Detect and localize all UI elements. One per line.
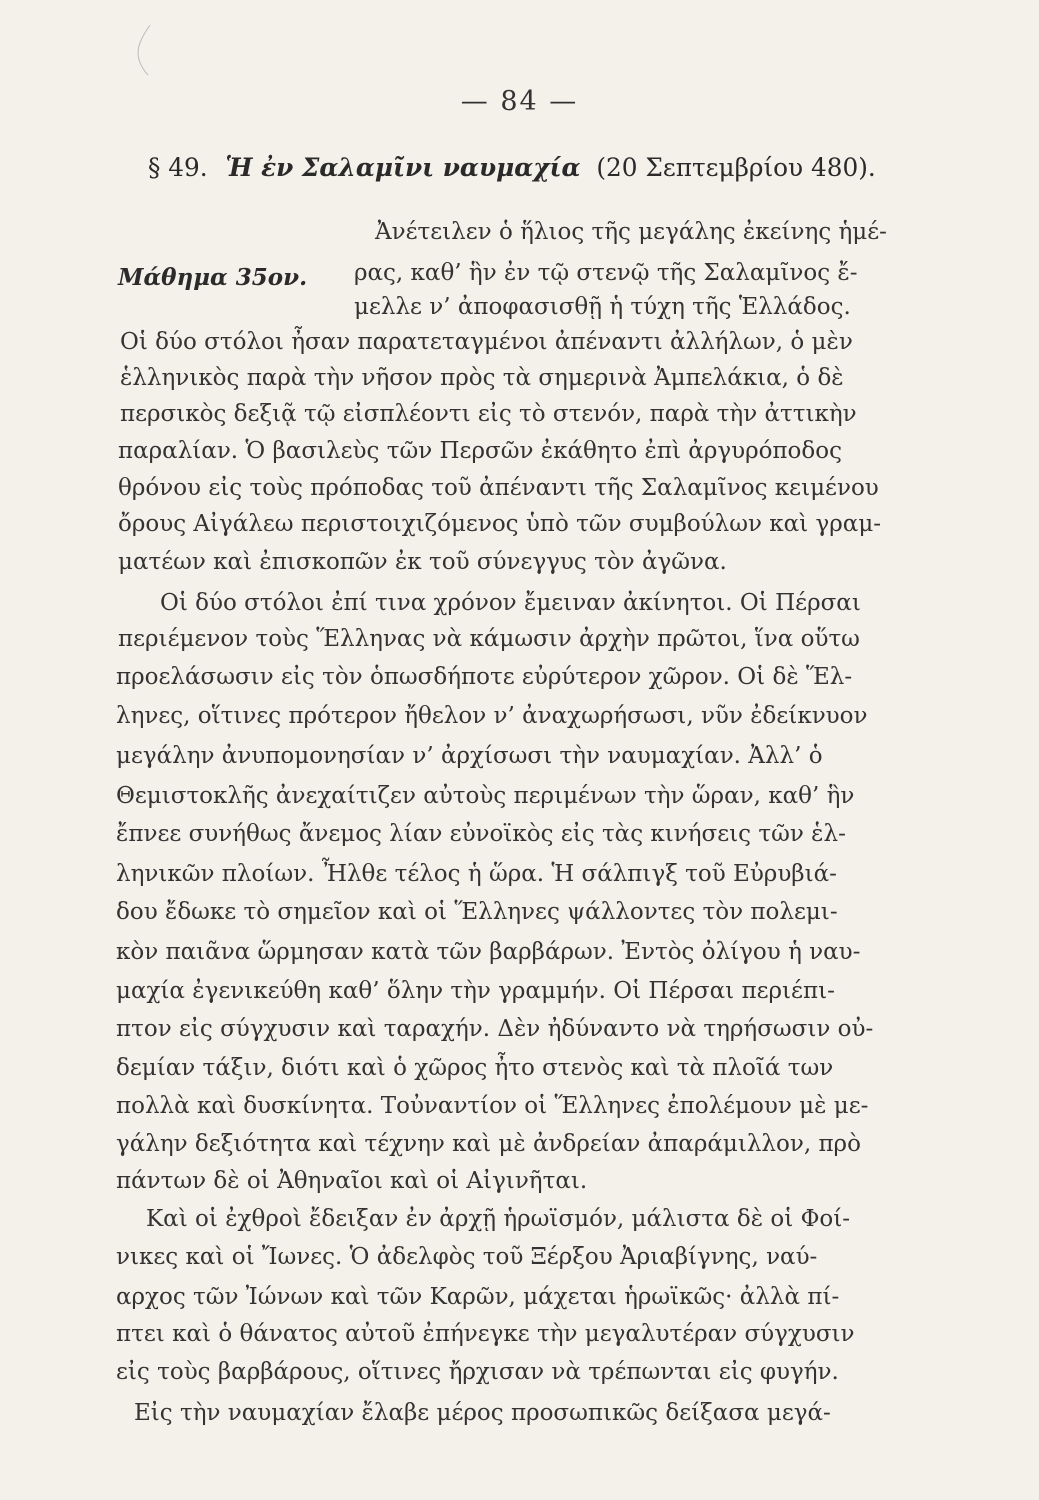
text-line: προελάσωσιν εἰς τὸν ὁπωσδήποτε εὐρύτερον χῶρον. Οἱ δὲ Ἕλ- bbox=[116, 664, 853, 690]
text-line: εἰς τοὺς βαρβάρους, οἵτινες ἤρχισαν νὰ τρέπωνται εἰς φυγήν. bbox=[116, 1359, 839, 1385]
page-number: — 84 — bbox=[460, 86, 579, 117]
text-line: ληνικῶν πλοίων. Ἦλθε τέλος ἡ ὥρα. Ἡ σάλπιγξ τοῦ Εὐρυβιά- bbox=[116, 861, 837, 887]
text-line: πάντων δὲ οἱ Ἀθηναῖοι καὶ οἱ Αἰγινῆται. bbox=[116, 1168, 588, 1194]
text-line: Οἱ δύο στόλοι ἦσαν παρατεταγμένοι ἀπέναντι ἀλλήλων, ὁ μὲν bbox=[120, 329, 853, 355]
section-heading bbox=[148, 153, 940, 182]
text-line: δεμίαν τάξιν, διότι καὶ ὁ χῶρος ἦτο στενὸς καὶ τὰ πλοῖά των bbox=[116, 1055, 834, 1081]
text-line: Καὶ οἱ ἐχθροὶ ἔδειξαν ἐν ἀρχῇ ἡρωϊσμόν, μάλιστα δὲ οἱ Φοί- bbox=[146, 1206, 851, 1232]
section-number: § 49. bbox=[148, 153, 208, 182]
text-line: μελλε ν’ ἀποφασισθῇ ἡ τύχη τῆς Ἑλλάδος. bbox=[354, 294, 851, 320]
text-line: θρόνου εἰς τοὺς πρόποδας τοῦ ἀπέναντι τῆς Σαλαμῖνος κειμένου bbox=[118, 475, 879, 501]
text-line: Ἀνέτειλεν ὁ ἥλιος τῆς μεγάλης ἐκείνης ἡμέ- bbox=[375, 219, 887, 245]
section-title: Ἡ ἐν Σαλαμῖνι ναυμαχία bbox=[225, 153, 581, 182]
text-line: Θεμιστοκλῆς ἀνεχαίτιζεν αὐτοὺς περιμένων τὴν ὥραν, καθ’ ἣν bbox=[116, 783, 855, 809]
text-line: πτον εἰς σύγχυσιν καὶ ταραχήν. Δὲν ἠδύναντο νὰ τηρήσωσιν οὐ- bbox=[116, 1016, 874, 1042]
text-line: αρχος τῶν Ἰώνων καὶ τῶν Καρῶν, μάχεται ἡρωϊκῶς· ἀλλὰ πί- bbox=[116, 1284, 840, 1310]
text-line: ἑλληνικὸς παρὰ τὴν νῆσον πρὸς τὰ σημερινὰ Ἀμπελάκια, ὁ δὲ bbox=[120, 365, 844, 391]
text-line: νικες καὶ οἱ Ἴωνες. Ὁ ἀδελφὸς τοῦ Ξέρξου Ἀριαβίγνης, ναύ- bbox=[116, 1244, 818, 1270]
text-line: πτει καὶ ὁ θάνατος αὐτοῦ ἐπήνεγκε τὴν μεγαλυτέραν σύγχυσιν bbox=[116, 1321, 855, 1347]
text-line: πολλὰ καὶ δυσκίνητα. Τοὐναντίον οἱ Ἕλληνες ἐπολέμουν μὲ με- bbox=[116, 1093, 869, 1119]
text-line: μεγάλην ἀνυπομονησίαν ν’ ἀρχίσωσι τὴν ναυμαχίαν. Ἀλλ’ ὁ bbox=[116, 743, 823, 769]
text-line: Οἱ δύο στόλοι ἐπί τινα χρόνον ἔμειναν ἀκίνητοι. Οἱ Πέρσαι bbox=[160, 590, 861, 616]
text-line: ρας, καθ’ ἣν ἐν τῷ στενῷ τῆς Σαλαμῖνος ἔ- bbox=[354, 260, 858, 286]
text-line: ὄρους Αἰγάλεω περιστοιχιζόμενος ὑπὸ τῶν συμβούλων καὶ γραμ- bbox=[118, 511, 882, 537]
text-line: ληνες, οἵτινες πρότερον ἤθελον ν’ ἀναχωρήσωσι, νῦν ἐδείκνυον bbox=[116, 703, 868, 729]
text-line: κὸν παιᾶνα ὥρμησαν κατὰ τῶν βαρβάρων. Ἐντὸς ὀλίγου ἡ ναυ- bbox=[116, 939, 861, 965]
text-line: παραλίαν. Ὁ βασιλεὺς τῶν Περσῶν ἐκάθητο ἐπὶ ἀργυρόποδος bbox=[118, 438, 842, 464]
text-line: δου ἔδωκε τὸ σημεῖον καὶ οἱ Ἕλληνες ψάλλοντες τὸν πολεμι- bbox=[116, 899, 838, 925]
text-line: ἔπνεε συνήθως ἄνεμος λίαν εὐνοϊκὸς εἰς τὰς κινήσεις τῶν ἑλ- bbox=[116, 821, 846, 847]
section-date: (20 Σεπτεμβρίου 480). bbox=[596, 153, 876, 182]
lesson-label: Μάθημα 35ον. bbox=[118, 264, 308, 291]
pencil-mark bbox=[100, 20, 160, 80]
text-line: περιέμενον τοὺς Ἕλληνας νὰ κάμωσιν ἀρχὴν πρῶτοι, ἵνα οὕτω bbox=[118, 626, 860, 652]
text-line: περσικὸς δεξιᾷ τῷ εἰσπλέοντι εἰς τὸ στενόν, παρὰ τὴν ἀττικὴν bbox=[120, 401, 857, 427]
text-line: ματέων καὶ ἐπισκοπῶν ἐκ τοῦ σύνεγγυς τὸν ἀγῶνα. bbox=[118, 549, 727, 575]
text-line: γάλην δεξιότητα καὶ τέχνην καὶ μὲ ἀνδρείαν ἀπαράμιλλον, πρὸ bbox=[116, 1131, 861, 1157]
text-line: μαχία ἐγενικεύθη καθ’ ὅλην τὴν γραμμήν. Οἱ Πέρσαι περιέπι- bbox=[116, 978, 835, 1004]
text-line: Εἰς τὴν ναυμαχίαν ἔλαβε μέρος προσωπικῶς δείξασα μεγά- bbox=[134, 1400, 831, 1426]
